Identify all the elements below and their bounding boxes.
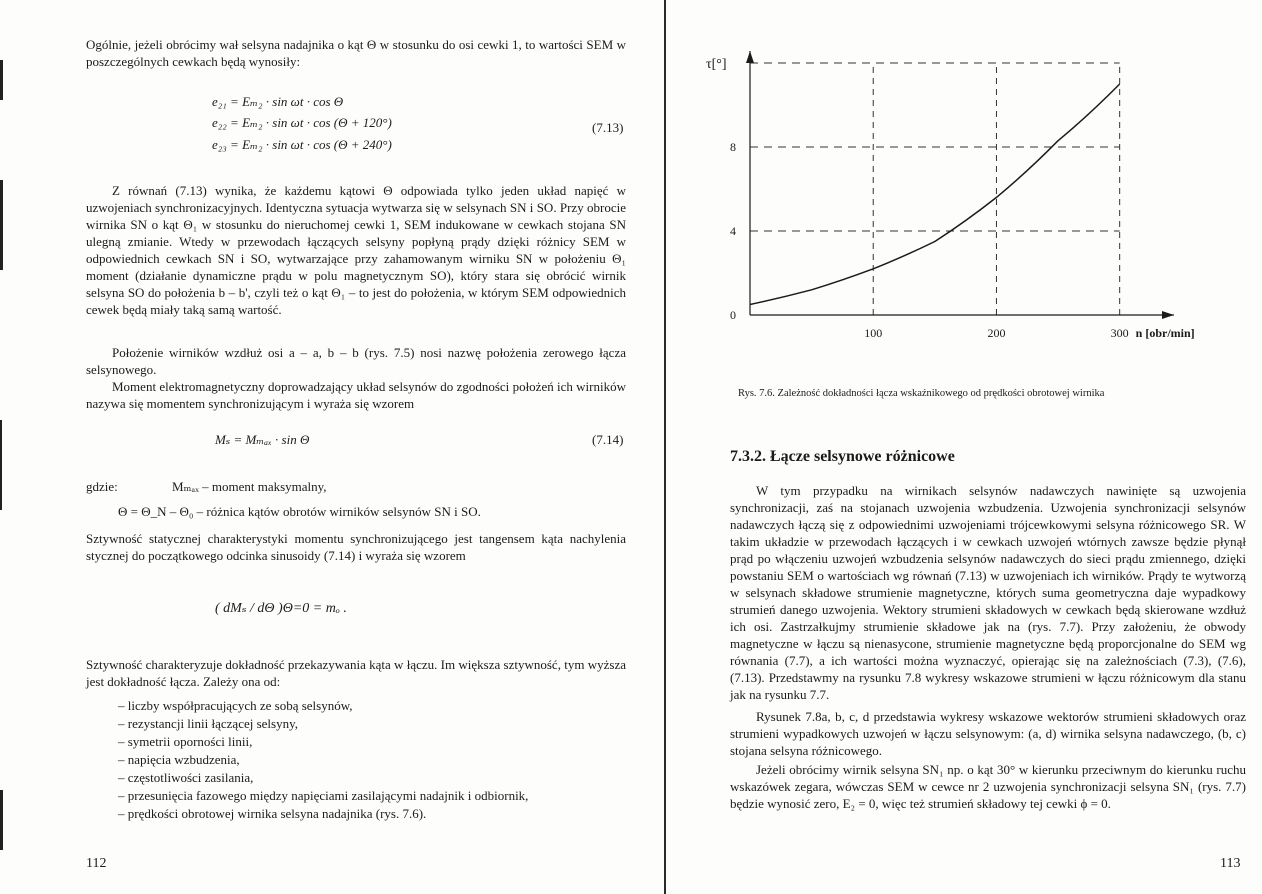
right-page (672, 0, 1262, 894)
y-axis-arrow-icon (746, 51, 754, 63)
paragraph-5: Sztywność charakteryzuje dokładność przekazywania kąta w łączu. Im większa sztywność, tym wyższa jest dokładność łącza. Zależy ona od: (86, 657, 626, 689)
paragraph-2: Położenie wirników wzdłuż osi a – a, b – b (rys. 7.5) nosi nazwę położenia zerowego łącza selsynowego. (86, 345, 626, 377)
x-tick-label: 300 (1110, 326, 1129, 340)
y-axis-label: τ[°] (706, 57, 727, 72)
paragraph-1: W tym przypadku na wirnikach selsynów nadawczych nawinięte są uzwojenia synchronizacji, zaś na stojanach uzwojenia wzbudzenia. Uzwojenia synchronizacji selsynów nadawczych łączą się z odpowiednimi uzwojeniami trójcewkowymi selsyna różnicowego SR. W takim układzie w przewodach łączących i w cewkach uzwojeń wtórnych zawsze będzie płynął prąd po włączeniu uzwojeń wzbudzenia selsynów nadawczych do sieci prądu zmiennego, dzięki powstaniu SEM o wartościach wg równań (7.13) w uzwojeniach ich wirników. Prądy te wytworzą w selsynach składowe strumienie magnetyczne, których suma geometryczna daje wypadkowy strumień danego uzwojenia. Wektory strumieni składowych w cewkach będą skierowane wzdłuż ich osi. Zastrzałkujmy strumienie składowe jak na (rys. 7.7). Przy założeniu, że obwody magnetyczne w łączu są nienasycone, strumienie magnetyczne będą proporcjonalne do SEM wg równania (7.7), a ich wartości można wyznaczyć, opierając się na zależnościach (7.3), (7.6), (7.13). Przedstawmy na rysunku 7.8 wykresy wskazowe strumieni w łączu różnicowym dla stanu jak na rysunku 7.7. (730, 483, 1246, 702)
equation-number-713: (7.13) (592, 120, 624, 135)
series-line (750, 84, 1120, 305)
paragraph-3: Jeżeli obrócimy wirnik selsyna SN₁ np. o kąt 30° w kierunku przeciwnym do kierunku ruchu wskazówek zegara, wówczas SEM w cewce nr 2 uzwojenia synchronizacji selsyna SN₁ (rys. 7.7) będzie wynosić zero, E₂ = 0, więc też strumień składowy tej cewki ϕ = 0. (730, 762, 1246, 811)
paragraph-4: Sztywność statycznej charakterystyki momentu synchronizującego jest tangensem kąta nachylenia stycznej do początkowego odcinka sinusoidy (7.14) i wyraża się wzorem (86, 531, 626, 563)
equation-stiffness: ( dMₛ / dΘ )Θ=0 = mₒ . (215, 601, 347, 616)
tick-labels (730, 140, 1129, 340)
list-item: – napięcia wzbudzenia, (118, 751, 638, 769)
figure-caption: Rys. 7.6. Zależność dokładności łącza wskaźnikowego od prędkości obrotowej wirnika (738, 388, 1105, 399)
y-tick-label: 0 (730, 308, 736, 322)
equation-e23: e₂₃ = Eₘ₂ · sin ωt · cos (Θ + 240°) (212, 137, 392, 152)
where-label: gdzie: (86, 479, 118, 494)
intro-paragraph: Ogólnie, jeżeli obrócimy wał selsyna nadajnika o kąt Θ w stosunku do osi cewki 1, to wartości SEM w poszczególnych cewkach będą wynosiły: (86, 37, 626, 69)
x-axis-label: n [obr/min] (1135, 326, 1195, 340)
list-item: – liczby współpracujących ze sobą selsynów, (118, 697, 638, 715)
list-item: – symetrii oporności linii, (118, 733, 638, 751)
list-item: – rezystancji linii łączącej selsyny, (118, 715, 638, 733)
paragraph-3: Moment elektromagnetyczny doprowadzający układ selsynów do zgodności położeń ich wirników nazywa się momentem synchronizującym i wyraża się wzorem (86, 379, 626, 411)
page-number-right: 113 (1220, 856, 1241, 871)
y-tick-label: 4 (730, 224, 736, 238)
equation-714: Mₛ = Mₘₐₓ · sin Θ (215, 432, 310, 447)
dependency-list (118, 697, 638, 823)
list-item: – częstotliwości zasilania, (118, 769, 638, 787)
equation-number-714: (7.14) (592, 432, 624, 447)
page-number-left: 112 (86, 856, 107, 871)
accuracy-speed-chart (692, 40, 1252, 340)
x-tick-label: 100 (864, 326, 883, 340)
paragraph-2: Rysunek 7.8a, b, c, d przedstawia wykresy wskazowe wektorów strumieni składowych oraz strumieni wypadkowych uzwojeń w łączu selsynowym: (a, d) wirnika selsyna nadawczego, (b, c) stojana selsyna różnicowego. (730, 709, 1246, 758)
y-tick-label: 8 (730, 140, 736, 154)
equation-e22: e₂₂ = Eₘ₂ · sin ωt · cos (Θ + 120°) (212, 115, 392, 130)
where-line-1: Mₘₐₓ – moment maksymalny, (172, 479, 327, 494)
x-tick-label: 200 (987, 326, 1006, 340)
chart-grid (750, 63, 1120, 315)
list-item: – przesunięcia fazowego między napięciami zasilającymi nadajnik i odbiornik, (118, 787, 638, 805)
paragraph-1: Z równań (7.13) wynika, że każdemu kątowi Θ odpowiada tylko jeden układ napięć w uzwojeniach synchronizacyjnych. Identyczna sytuacja wytwarza się w selsynach SN i SO. Przy obrocie wirnika SN o kąt Θ₁ w stosunku do nieruchomej cewki 1, SEM indukowane w cewkach stojana SN ulegną zmianie. Wtedy w przewodach łączących selsyny popłyną prądy dzięki różnicy SEM w odpowiednich cewkach SN i SO, wytwarzające przy zahamowanym wirniku SN w położeniu Θ₁ moment (działanie dynamiczne prądu w polu magnetycznym SO), który stara się obrócić wirnik selsyna SO do położenia b – b', czyli też o kąt Θ₁ – to jest do położenia, w którym SEM odpowiednich cewek będą miały taką samą wartość. (86, 183, 626, 317)
where-line-2: Θ = Θ_N – Θ₀ – różnica kątów obrotów wirników selsynów SN i SO. (118, 504, 481, 519)
section-heading: 7.3.2. Łącze selsynowe różnicowe (730, 448, 955, 465)
x-axis-arrow-icon (1162, 311, 1174, 319)
equation-e21: e₂₁ = Eₘ₂ · sin ωt · cos Θ (212, 94, 344, 109)
list-item: – prędkości obrotowej wirnika selsyna nadajnika (rys. 7.6). (118, 805, 638, 823)
